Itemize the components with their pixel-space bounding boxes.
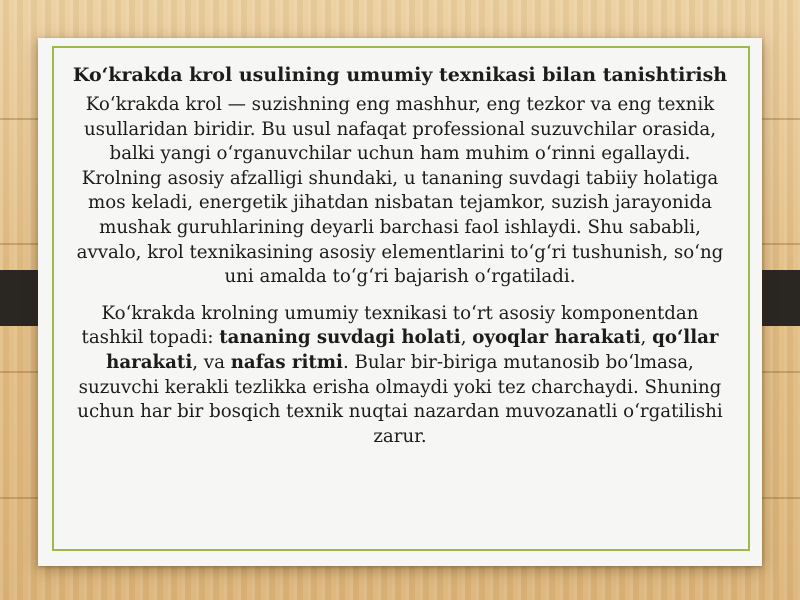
separator: ,	[640, 327, 653, 349]
paragraph-components-intro: Koʻkrakda krolning umumiy texnikasi toʻrt asosiy komponentdan tashkil topadi:	[81, 302, 699, 349]
paragraph-intro: Koʻkrakda krol — suzishning eng mashhur, eng tezkor va eng texnik usullaridan biridir. Bu usul nafaqat professional suzuvchilar orasida, balki yangi oʻrganuvchilar uchun ham muhim oʻrinni egallaydi. Krolning asosiy afzalligi shundaki, u tananing suvdagi tabiiy holatiga mos keladi, energetik jihatdan nisbatan tejamkor, suzish jarayonida mushak guruhlarining deyarli barchasi faol ishlaydi. Shu sababli, avvalo, krol texnikasining asosiy elementlarini toʻgʻri tushunish, soʻng uni amalda toʻgʻri bajarish oʻrgatiladi.	[76, 94, 724, 288]
term-arm-movement: qoʻllar harakati	[106, 327, 719, 373]
paragraph-components-outro: . Bular bir-biriga mutanosib boʻlmasa, suzuvchi kerakli tezlikka erisha olmaydi yoki tez charchaydi. Shuning uchun har bir bosqich texnik nuqtai nazardan muvozanatli oʻrgatilishi zarur.	[77, 351, 723, 447]
paragraph-components	[72, 302, 728, 450]
slide-title: Koʻkrakda krol usulining umumiy texnikasi bilan tanishtirish	[72, 64, 728, 86]
slide-content	[72, 63, 728, 461]
term-breathing-rhythm: nafas ritmi	[230, 351, 343, 373]
separator: , va	[192, 351, 231, 373]
separator: ,	[460, 327, 473, 349]
term-body-position: tananing suvdagi holati	[219, 327, 461, 349]
term-leg-movement: oyoqlar harakati	[472, 327, 641, 349]
